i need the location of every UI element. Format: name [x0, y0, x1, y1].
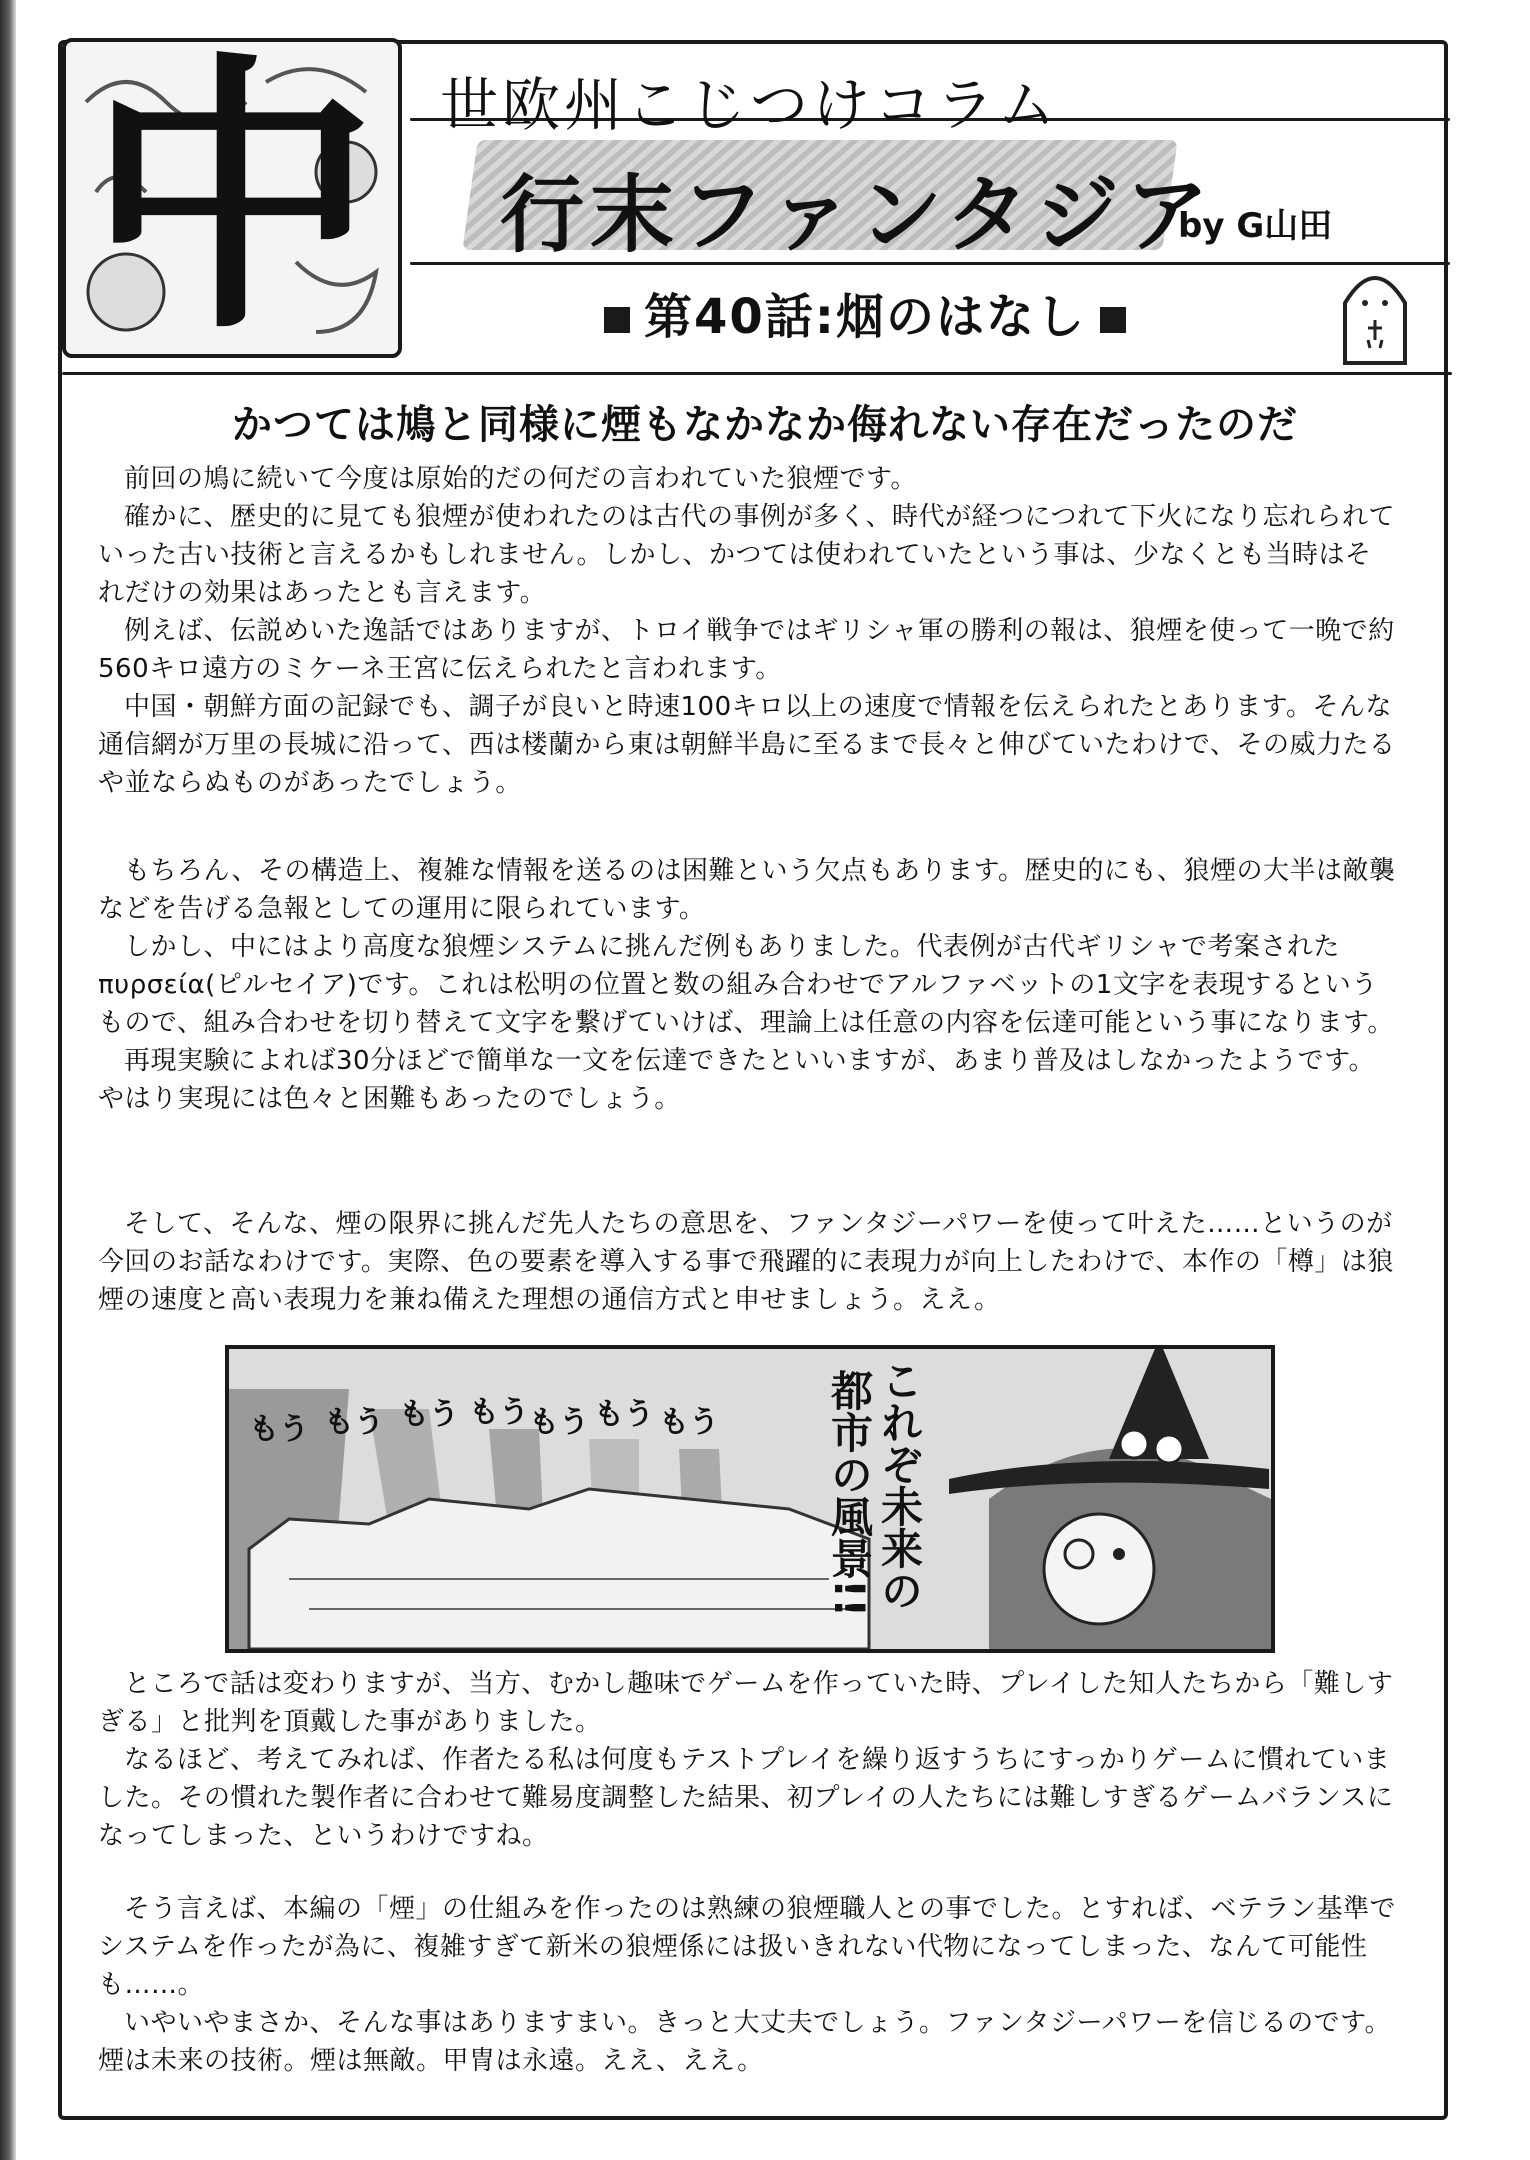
page-edge-shadow: [0, 0, 16, 2160]
paragraph: なるほど、考えてみれば、作者たる私は何度もテストプレイを繰り返すうちにすっかりゲームに慣れていました。その慣れた製作者に合わせて難易度調整した結果、初プレイの人たちには難しすぎるゲームバランスになってしまった、というわけですね。: [98, 1745, 1394, 1851]
sound-effect: もう: [659, 1405, 719, 1440]
episode-heading: [590, 278, 1140, 347]
sound-effect: もう: [324, 1405, 384, 1440]
paragraph: そして、そんな、煙の限界に挑んだ先人たちの意思を、ファンタジーパワーを使って叶えた……というのが今回のお話なわけです。実際、色の要素を導入する事で飛躍的に表現力が向上したわけで、本作の「樽」は狼煙の速度と高い表現力を兼ね備えた理想の通信方式と申せましょう。ええ。: [98, 1209, 1394, 1315]
paragraph: 再現実験によれば30分ほどで簡単な一文を伝達できたといいますが、あまり普及はしなかったようです。やはり実現には色々と困難もあったのでしょう。: [98, 1046, 1376, 1114]
body-section-3: [98, 1205, 1398, 1319]
speech-text: これぞ未来の: [875, 1359, 924, 1611]
city-smoke-drawing: [229, 1349, 1271, 1649]
body-section-5: [98, 1890, 1398, 2080]
episode-label: 第40話:烟のはなし: [644, 289, 1086, 345]
paragraph: 例えば、伝説めいた逸話ではありますが、トロイ戦争ではギリシャ軍の勝利の報は、狼煙を使って一晩で約560キロ遠方のミケーネ王宮に伝えられたと言われます。: [98, 616, 1395, 684]
speech-text: 都市の風景!!: [825, 1369, 874, 1618]
paragraph: そう言えば、本編の「煙」の仕組みを作ったのは熟練の狼煙職人との事でした。とすれば、ベテラン基準でシステムを作ったが為に、複雑すぎて新米の狼煙係には扱いきれない代物になってしまった、なんて可能性も……。: [98, 1894, 1397, 2000]
paragraph: しかし、中にはより高度な狼煙システムに挑んだ例もありました。代表例が古代ギリシャで考案されたπυρσεία(ピルセイア)です。これは松明の位置と数の組み合わせでアルファベットの1文字を表現するというもので、組み合わせを切り替えて文字を繋げていけば、理論上は任意の内容を伝達可能という事になります。: [98, 932, 1394, 1038]
body-section-1: [98, 460, 1398, 802]
article-headline: かつては鳩と同様に煙もなかなか侮れない存在だったのだ: [232, 402, 1298, 448]
paragraph: 前回の鳩に続いて今度は原始的だの何だの言われていた狼煙です。: [124, 464, 917, 494]
paragraph: いやいやまさか、そんな事はありますまい。きっと大丈夫でしょう。ファンタジーパワーを信じるのです。煙は未来の技術。煙は無敵。甲冑は永遠。ええ、ええ。: [98, 2008, 1392, 2076]
header-rule-bottom: [62, 372, 1452, 375]
sound-effect: もう: [399, 1397, 459, 1432]
sound-effect: もう: [469, 1395, 529, 1430]
paragraph: 中国・朝鮮方面の記録でも、調子が良いと時速100キロ以上の速度で情報を伝えられたとあります。そんな通信網が万里の長城に沿って、西は楼蘭から東は朝鮮半島に至るまで長々と伸びていたわけで、その威力たるや並ならぬものがあったでしょう。: [98, 692, 1396, 798]
paragraph: もちろん、その構造上、複雑な情報を送るのは困難という欠点もあります。歴史的にも、狼煙の大半は敵襲などを告げる急報としての運用に限られています。: [98, 856, 1396, 924]
sound-effect: もう: [594, 1397, 654, 1432]
decorative-initial-box: [62, 38, 402, 358]
paragraph: 確かに、歴史的に見ても狼煙が使われたのは古代の事例が多く、時代が経つにつれて下火になり忘れられていった古い技術と言えるかもしれません。しかし、かつては使われていたという事は、少なくとも当時はそれだけの効果はあったとも言えます。: [98, 502, 1395, 608]
body-section-4: [98, 1665, 1398, 1855]
author-byline: by G山田: [1178, 206, 1333, 246]
body-section-2: [98, 852, 1398, 1118]
sound-effect: もう: [249, 1412, 309, 1447]
square-bullet-icon: [1100, 307, 1126, 333]
sound-effect: もう: [529, 1405, 589, 1440]
series-title: 世欧州こじつけコラム: [440, 71, 1060, 139]
square-bullet-icon: [604, 307, 630, 333]
illustration-panel: [225, 1345, 1275, 1653]
column-title: 行末ファンタジア: [500, 165, 1215, 264]
paragraph: ところで話は変わりますが、当方、むかし趣味でゲームを作っていた時、プレイした知人たちから「難しすぎる」と批判を頂戴した事がありました。: [98, 1669, 1394, 1737]
mascot-icon: [1330, 258, 1420, 368]
drop-cap-initial: 中: [87, 38, 377, 358]
